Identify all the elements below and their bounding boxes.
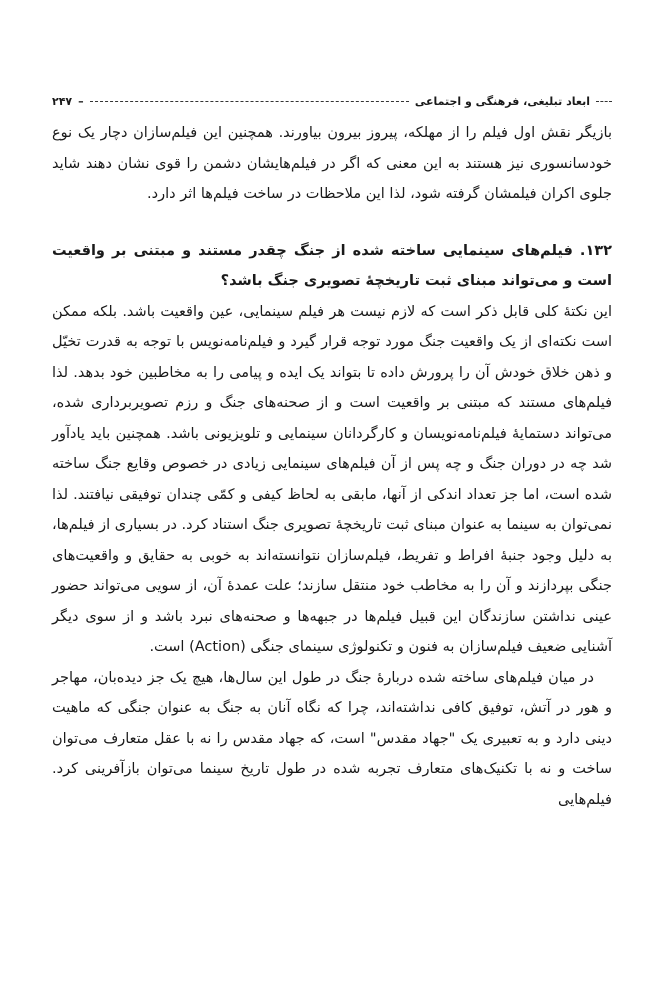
section-gap [52, 210, 612, 236]
header-leading-rule [596, 101, 612, 102]
paragraph-continuation: بازیگر نقش اول فیلم را از مهلکه، پیروز بیرون بیاورند. همچنین این فیلم‌سازان دچار یک نوع خودسانسوری نیز هستند به این معنی که اگر در فیلم‌هایشان دشمن را قوی نشان دهند شاید جلوی اکران فیلمشان گرفته شود، لذا این ملاحظات در ساخت فیلم‌ها اثر دارد. [52, 125, 612, 202]
answer-paragraph-2: در میان فیلم‌های ساخته شده دربارهٔ جنگ در طول این سال‌ها، هیچ یک جز دیده‌بان، مهاجر و هور در آتش، توفیق کافی نداشته‌اند، چرا که نگاه آنان به جنگ به عنوان جنگی که ماهیت دینی دارد و به تعبیری یک "جهاد مقدس" است، که جهاد مقدس را نه با عقل متعارف می‌توان ساخت و نه با تکنیک‌های متعارف تجربه شده در طول تاریخ سینما می‌توان بازآفرینی کرد. فیلم‌هایی [52, 669, 612, 808]
header-separator: – [78, 94, 84, 108]
running-header [52, 92, 612, 110]
question-heading: ۱۳۲. فیلم‌های سینمایی ساخته شده از جنگ چقدر مستند و مبتنی بر واقعیت است و می‌تواند مبنای ثبت تاریخچهٔ تصویری جنگ باشد؟ [52, 242, 612, 289]
header-section-title: ابعاد تبلیغی، فرهنگی و اجتماعی [414, 94, 590, 108]
header-dashed-rule [90, 101, 409, 102]
page-body [52, 118, 612, 815]
answer-paragraph: این نکتهٔ کلی قابل ذکر است که لازم نیست هر فیلم سینمایی، عین واقعیت باشد. بلکه ممکن است نکته‌ای از یک واقعیت جنگ مورد توجه قرار گیرد و فیلم‌نامه‌نویس با توجه به قدرت تخیّل و ذهن خلاق خودش آن را پرورش داده تا بتواند یک ایده و پیامی را به مخاطبین خود بدهد. لذا فیلم‌های مستند که مبتنی بر واقعیت است و از صحنه‌های جنگ و رزم تصویربرداری شده، می‌تواند دستمایهٔ فیلم‌نامه‌نویسان و کارگردانان سینمایی و تلویزیونی باشد. همچنین باید یادآور شد چه در دوران جنگ و چه پس از آن فیلم‌های سینمایی زیادی در خصوص وقایع جنگ ساخته شده است، اما جز تعداد اندکی از آنها، مابقی به لحاظ کیفی و کمّی چندان توفیقی نیافتند. لذا نمی‌توان به سینما به عنوان مبنای ثبت تاریخچهٔ تصویری جنگ استناد کرد. در بسیاری از فیلم‌ها، به دلیل وجود جنبهٔ افراط و تفریط، فیلم‌سازان نتوانسته‌اند به خوبی به حقایق و واقعیت‌های جنگی بپردازند و آن را به مخاطب خود منتقل سازند؛ علت عمدهٔ آن، از سویی می‌تواند حضور عینی نداشتن سازندگان این قبیل فیلم‌ها در جبهه‌ها و صحنه‌های نبرد باشد و از سوی دیگر آشنایی ضعیف فیلم‌سازان به فنون و تکنولوژی سینمای جنگی (Action) است. [52, 303, 612, 655]
page-number: ۲۴۷ [52, 94, 73, 108]
